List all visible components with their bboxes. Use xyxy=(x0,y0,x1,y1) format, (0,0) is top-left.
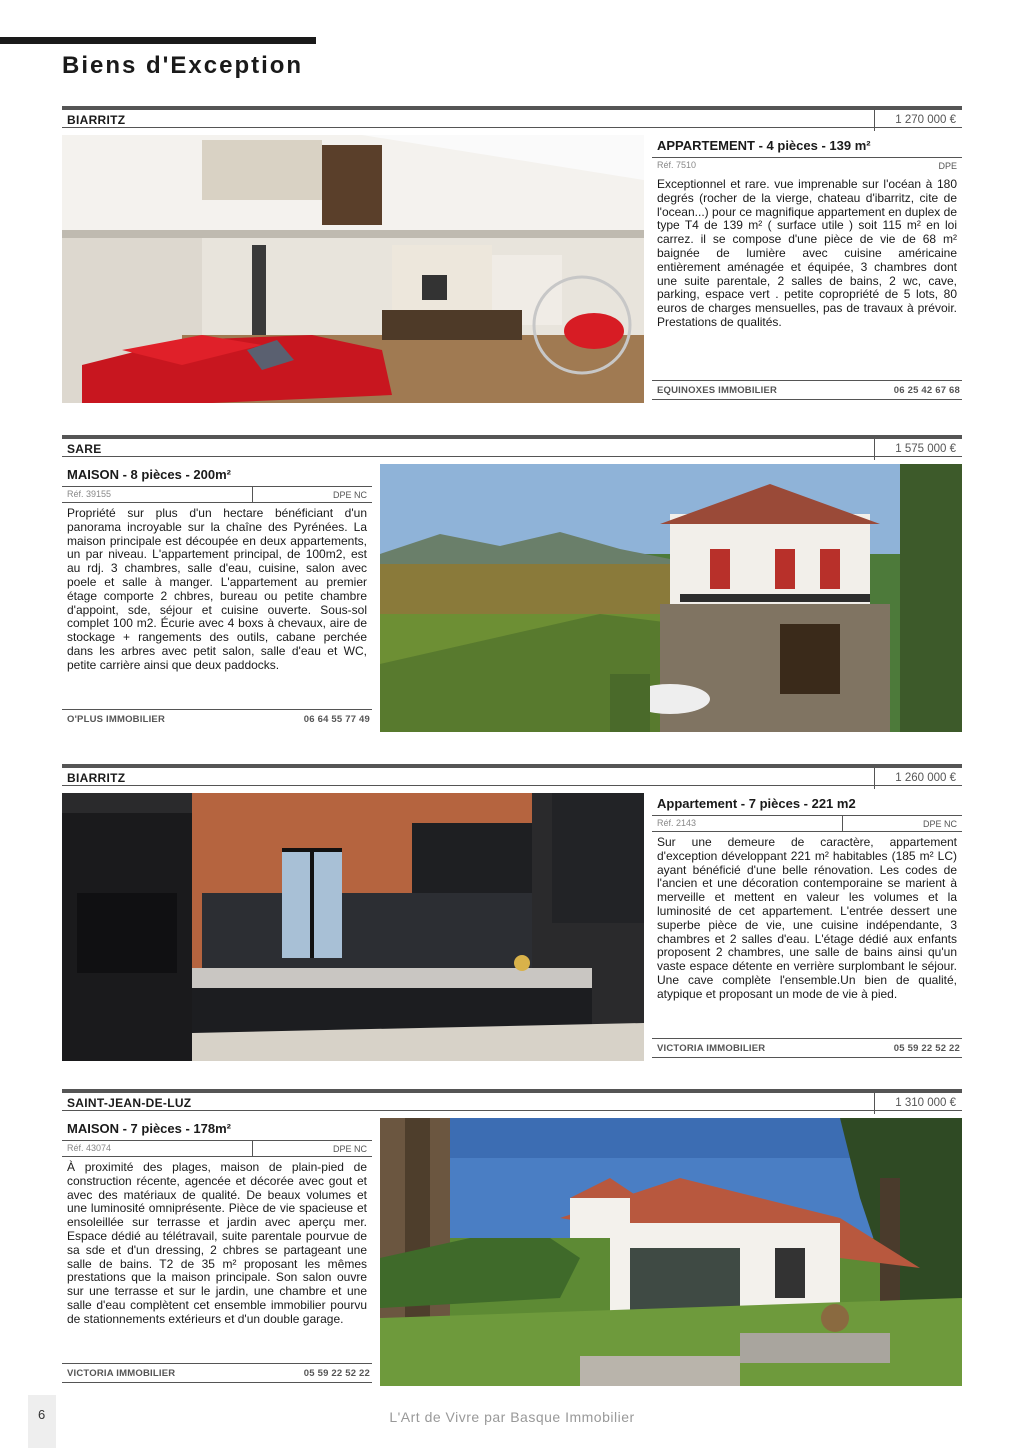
agency-row xyxy=(652,1038,962,1058)
listing-header xyxy=(62,764,962,786)
listing-description: À proximité des plages, maison de plain-pied de construction récente, agencée et décorée avec gout et avec des matériaux de qualité. De beaux volumes et une luminosité omniprésente. Pièce de vie spacieuse et ensoleillée sur terrasse et jardin avec aperçu mer. Espace dédié au télétravail, suite parentale pourvue de sa sde et d'un dressing, 2 chbres se partageant une salle de bains. T2 de 35 m² proposant les mêmes prestations que la maison principale. Son salon ouvre sur une terrasse et sur le jardin, une chambre et une salle d'eau complètent cet ensemble immobilier pourvu de stationnements extérieurs et d'un double garage. xyxy=(67,1160,367,1326)
page-number: 6 xyxy=(38,1407,46,1422)
listing-header xyxy=(62,106,962,128)
price-box xyxy=(874,439,962,460)
listing-price: 1 270 000 € xyxy=(895,114,956,126)
listing-type: MAISON - 7 pièces - 178m² xyxy=(67,1121,231,1136)
divider xyxy=(842,816,843,832)
divider xyxy=(252,1141,253,1157)
listing-city: SARE xyxy=(67,442,102,456)
listing-type: MAISON - 8 pièces - 200m² xyxy=(67,467,231,482)
agency-row xyxy=(62,709,372,729)
listing-biarritz-apartment-2 xyxy=(62,764,962,1064)
agency-name: EQUINOXES IMMOBILIER xyxy=(657,385,778,396)
price-box xyxy=(874,1093,962,1114)
listing-type: Appartement - 7 pièces - 221 m2 xyxy=(657,796,856,811)
listing-price: 1 575 000 € xyxy=(895,443,956,455)
ref-row xyxy=(652,158,962,174)
listing-biarritz-apartment xyxy=(62,106,962,406)
price-box xyxy=(874,768,962,789)
listing-info xyxy=(62,1118,372,1386)
listing-info xyxy=(652,793,962,1061)
listing-dpe: DPE NC xyxy=(332,1144,367,1154)
listing-ref: Réf. 2143 xyxy=(657,818,697,828)
agency-name: VICTORIA IMMOBILIER xyxy=(67,1368,176,1379)
footer-tagline: L'Art de Vivre par Basque Immobilier xyxy=(389,1409,635,1425)
ref-row xyxy=(62,1141,372,1157)
listing-description: Sur une demeure de caractère, appartement d'exception développant 221 m² habitables (185 m² LC) ayant bénéficié d'une belle rénovation. Les codes de l'ancien et une décoration contemporaine se marient à merveille et mettent en valeur les volumes et la luminosité de cet appartement. L'entrée dessert une superbe pièce de vie, une cuisine indépendante, 3 chambres et 2 salles d'eau. L'étage dédié aux enfants proposent 2 chambres, une salle de bains ainsi qu'un vaste espace détente en verrière surplombant le séjour. Une cave complète l'ensemble.Un bien de qualité, atypique et proposant un mode de vie à pied. xyxy=(657,835,957,1001)
agency-phone: 05 59 22 52 22 xyxy=(893,1043,960,1054)
listing-sare-house xyxy=(62,435,962,735)
listing-photo-kitchen xyxy=(62,793,644,1061)
listing-saint-jean-de-luz-house xyxy=(62,1089,962,1389)
listing-description: Exceptionnel et rare. vue imprenable sur l'océan à 180 degrés (rocher de la vierge, chateau d'ibarritz, cite de l'ocean...) pour ce magnifique appartement en duplex de type T4 de 139 m² ( surface utile ) soit 115 m² en loi carrez. il se compose d'une pièce de vie de 68 m² baignée de lumière avec cuisine américaine entièrement aménagée et équipée, 3 chambres dont une suite parentale, 2 salles de bains, 2 wc, cave, parking, espace vert . petite copropriété de 5 lots, 80 euros de charges mensuelles, pas de travaux à prévoir. Prestations de qualités. xyxy=(657,177,957,329)
top-rule xyxy=(0,37,316,44)
listing-city: SAINT-JEAN-DE-LUZ xyxy=(67,1096,192,1110)
agency-row xyxy=(62,1363,372,1383)
listing-dpe: DPE xyxy=(938,161,957,171)
page-title: Biens d'Exception xyxy=(62,52,304,79)
listing-type: APPARTEMENT - 4 pièces - 139 m² xyxy=(657,138,871,153)
listing-price: 1 260 000 € xyxy=(895,772,956,784)
listing-header xyxy=(62,1089,962,1111)
agency-phone: 06 64 55 77 49 xyxy=(303,714,370,725)
listing-dpe: DPE NC xyxy=(332,490,367,500)
listing-ref: Réf. 7510 xyxy=(657,160,697,170)
listing-header xyxy=(62,435,962,457)
agency-name: O'PLUS IMMOBILIER xyxy=(67,714,166,725)
listing-photo-house-exterior xyxy=(380,464,962,732)
listing-price: 1 310 000 € xyxy=(895,1097,956,1109)
listing-city: BIARRITZ xyxy=(67,113,126,127)
agency-name: VICTORIA IMMOBILIER xyxy=(657,1043,766,1054)
ref-row xyxy=(652,816,962,832)
ref-row xyxy=(62,487,372,503)
listing-info xyxy=(652,135,962,403)
listing-ref: Réf. 43074 xyxy=(67,1143,112,1153)
listing-city: BIARRITZ xyxy=(67,771,126,785)
listing-info xyxy=(62,464,372,732)
agency-phone: 05 59 22 52 22 xyxy=(303,1368,370,1379)
listing-dpe: DPE NC xyxy=(922,819,957,829)
divider xyxy=(252,487,253,503)
listing-ref: Réf. 39155 xyxy=(67,489,112,499)
price-box xyxy=(874,110,962,131)
agency-phone: 06 25 42 67 68 xyxy=(893,385,960,396)
listing-photo-villa-garden xyxy=(380,1118,962,1386)
agency-row xyxy=(652,380,962,400)
listing-description: Propriété sur plus d'un hectare bénéficiant d'un panorama incroyable sur la chaîne des Pyrénées. La maison principale est découpée en deux appartements, un par niveau. L'appartement principal, de 100m2, est au rdj. 3 chambres, salle d'eau, cuisine, salon avec poele et salle à manger. L'appartement au premier étage comporte 2 chbres, bureau ou petite chambre d'appoint, sde, séjour et cuisine ouverte. Sous-sol complet 100 m2. Écurie avec 4 boxs à chevaux, aire de stockage + rangements des outils, cabane perchée dans les arbres avec petit salon, salle d'eau et WC, petite carrière ainsi que deux paddocks. xyxy=(67,506,367,672)
listing-photo-living-room xyxy=(62,135,644,403)
